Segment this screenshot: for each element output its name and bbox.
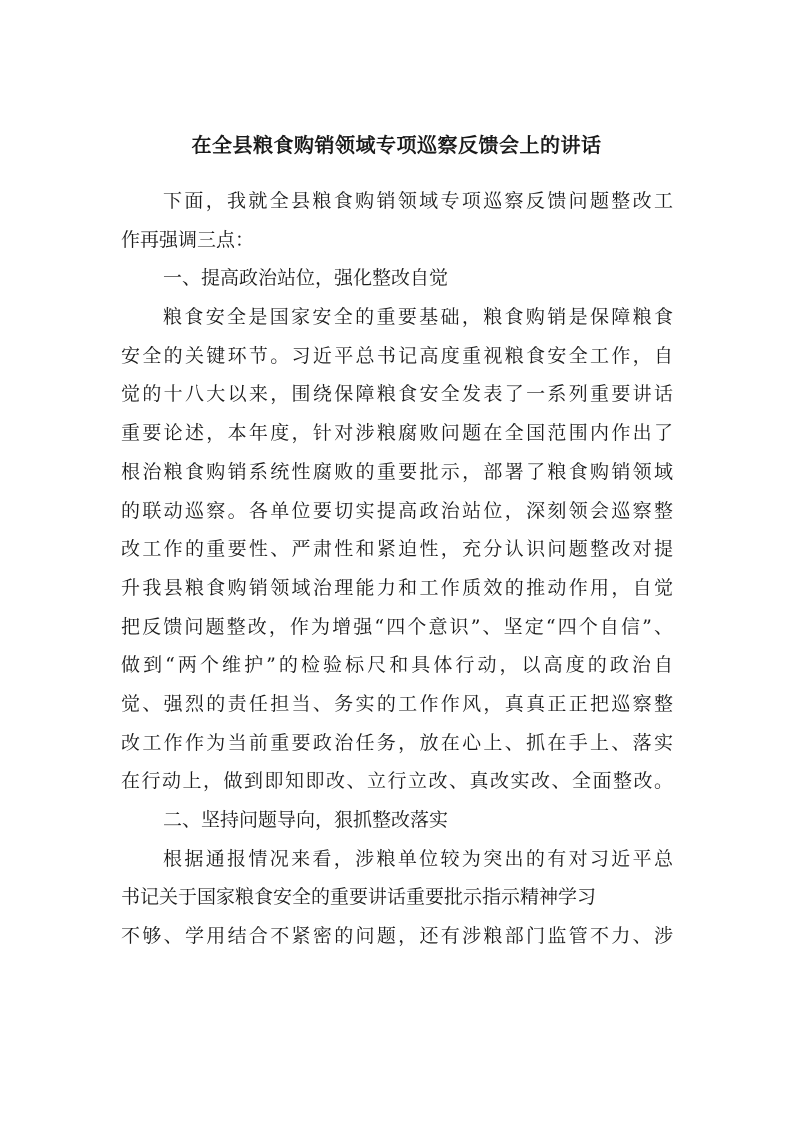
paragraph-line: 升我县粮食购销领域治理能力和工作质效的推动作用，自觉 [121, 576, 673, 599]
paragraph-line: 粮食安全是国家安全的重要基础，粮食购销是保障粮食 [163, 306, 673, 329]
paragraph-line: 觉、强烈的责任担当、务实的工作作风，真真正正把巡察整 [121, 692, 673, 715]
paragraph-line: 把反馈问题整改，作为增强“四个意识”、坚定“四个自信”、 [121, 615, 673, 638]
paragraph-line: 书记关于国家粮食安全的重要讲话重要批示指示精神学习 [121, 886, 597, 909]
paragraph-line: 做到“两个维护”的检验标尺和具体行动，以高度的政治自 [121, 654, 673, 677]
paragraph-line: 觉的十八大以来，围绕保障粮食安全发表了一系列重要讲话 [121, 383, 673, 406]
paragraph-line: 根据通报情况来看，涉粮单位较为突出的有对习近平总 [163, 847, 673, 870]
section-heading: 二、坚持问题导向，狠抓整改落实 [163, 809, 449, 831]
section-heading: 一、提高政治站位，强化整改自觉 [163, 267, 449, 290]
paragraph-line: 的联动巡察。各单位要切实提高政治站位，深刻领会巡察整 [121, 499, 673, 522]
paragraph-line: 在行动上，做到即知即改、立行立改、真改实改、全面整改。 [121, 770, 673, 793]
paragraph-line: 改工作的重要性、严肃性和紧迫性，充分认识问题整改对提 [121, 538, 673, 561]
paragraph-line: 下面，我就全县粮食购销领域专项巡察反馈问题整改工 [163, 190, 673, 212]
paragraph-line: 重要论述，本年度，针对涉粮腐败问题在全国范围内作出了 [121, 422, 673, 445]
paragraph-line: 安全的关键环节。习近平总书记高度重视粮食安全工作，自 [121, 344, 673, 367]
paragraph-line: 改工作作为当前重要政治任务，放在心上、抓在手上、落实 [121, 731, 673, 754]
paragraph-line: 不够、学用结合不紧密的问题，还有涉粮部门监管不力、涉 [121, 925, 673, 948]
paragraph-line: 作再强调三点： [121, 228, 255, 251]
paragraph-line: 根治粮食购销系统性腐败的重要批示，部署了粮食购销领域 [121, 460, 673, 483]
document-body [121, 182, 673, 956]
document-title: 在全县粮食购销领域专项巡察反馈会上的讲话 [191, 133, 602, 157]
